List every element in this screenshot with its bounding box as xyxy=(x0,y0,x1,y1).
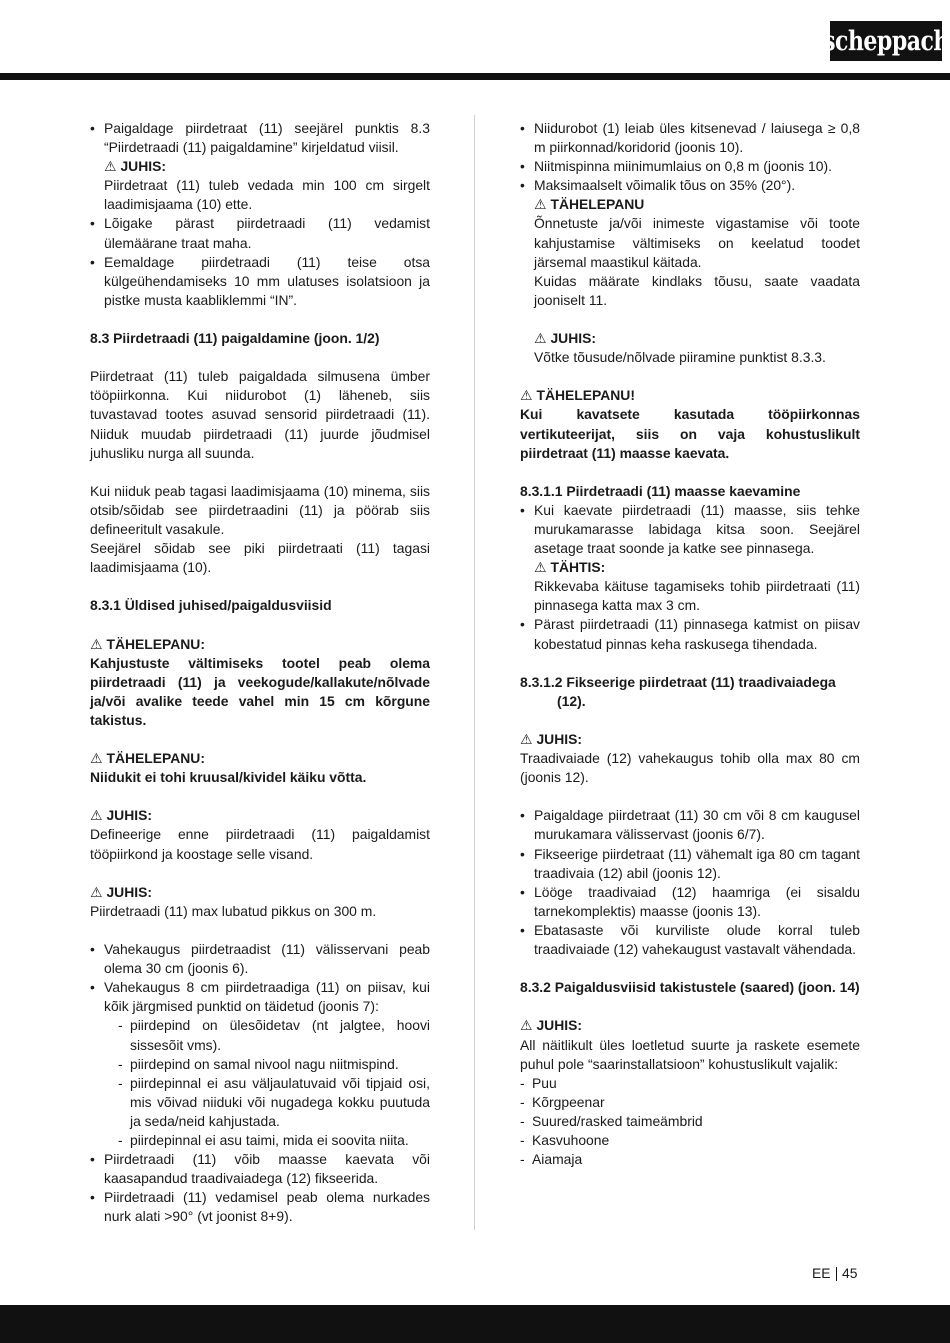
header-rule xyxy=(0,73,950,80)
warning-icon: ⚠ xyxy=(520,731,533,747)
note-title: ⚠ JUHIS: xyxy=(534,329,860,348)
note-title: ⚠ JUHIS: xyxy=(90,883,430,902)
list-item: • Piirdetraadi (11) vedamisel peab olema nurkades nurk alati >90° (vt joonist 8+9). xyxy=(90,1188,430,1226)
section-heading: 8.3.1.2 Fikseerige piirdetraat (11) traadivaiadega (12). xyxy=(520,673,836,709)
section-heading: 8.3.2 Paigaldusviisid takistustele (saared) (joon. 14) xyxy=(520,979,860,996)
separator xyxy=(836,1267,838,1281)
list-item: • Niidurobot (1) leiab üles kitsenevad / laiusega ≥ 0,8 m piirkonnad/koridorid (joonis 10). xyxy=(520,119,860,157)
dash-item: - piirdepinnal ei asu väljaulatuvaid või tipjaid osi, mis võivad niiduki või nugadega kokku puutuda ja seda/neid kahjustada. xyxy=(104,1074,430,1131)
note-text: Traadivaiade (12) vahekaugus tohib olla max 80 cm (joonis 12). xyxy=(520,750,860,786)
dash-item: - Puu xyxy=(520,1074,860,1093)
warning-title: ⚠ TÄHELEPANU! xyxy=(520,386,860,405)
page-number xyxy=(812,1264,857,1283)
warning-icon: ⚠ xyxy=(520,1017,533,1034)
list-item xyxy=(90,119,430,214)
list-item: • Eemaldage piirdetraadi (11) teise otsa külgeühendamiseks 10 mm ulatuses isolatsioon ja pistke musta kaabliklemmi “IN”. xyxy=(90,253,430,310)
column-divider xyxy=(474,115,475,1230)
left-bullets-bottom xyxy=(90,940,430,1016)
footer-bar xyxy=(0,1305,950,1343)
paragraph: Seejärel sõidab see piki piirdetraati (11) tagasi laadimisjaama (10). xyxy=(90,540,430,576)
right-column xyxy=(520,119,860,1169)
warning-text: Kui kavatsete kasutada tööpiirkonnas vertikuteerijat, siis on vaja kohustuslikult piirdetraat (11) maasse kaevata. xyxy=(520,406,860,461)
list-item: • Vahekaugus piirdetraadist (11) välisservani peab olema 30 cm (joonis 6). xyxy=(90,940,430,978)
list-item: • Fikseerige piirdetraat (11) vähemalt iga 80 cm tagant traadivaia (12) abil (joonis 12). xyxy=(520,845,860,883)
warning-icon: ⚠ xyxy=(534,330,547,347)
section-heading: 8.3.1 Üldised juhised/paigaldusviisid xyxy=(90,597,332,614)
warning-title: ⚠ TÄHELEPANU: xyxy=(90,749,430,768)
note-text: Piirdetraadi (11) max lubatud pikkus on 300 m. xyxy=(90,902,377,919)
list-item-text: • Paigaldage piirdetraat (11) seejärel punktis 8.3 “Piirdetraadi (11) paigaldamine” kirjeldatud viisil. xyxy=(104,120,430,156)
list-item: • Vahekaugus 8 cm piirdetraadiga (11) on piisav, kui kõik järgmised punktid on täidetud (joonis 7): xyxy=(90,978,430,1016)
warning-icon: ⚠ xyxy=(534,196,547,213)
dash-item: - Kõrgpeenar xyxy=(520,1093,860,1112)
note-title: ⚠ JUHIS: xyxy=(104,157,430,176)
note-text: Rikkevaba käituse tagamiseks tohib piirdetraati (11) pinnasega katta max 3 cm. xyxy=(534,578,860,614)
note-title: ⚠ TÄHTIS: xyxy=(534,558,860,577)
warning-text: Kuidas määrate kindlaks tõusu, saate vaadata jooniselt 11. xyxy=(534,272,860,308)
warning-icon: ⚠ xyxy=(90,635,103,652)
note-text: All näitlikult üles loetletud suurte ja raskete esemete puhul pole “saarinstallatsioon” kohustuslikult vajalik: xyxy=(520,1036,860,1072)
warning-text: Õnnetuste ja/või inimeste vigastamise või toote kahjustamise vältimiseks on keelatud toodet järsemal maastikul käitada. xyxy=(534,215,860,270)
dash-item: - Suured/rasked taimeämbrid xyxy=(520,1112,860,1131)
warning-icon: ⚠ xyxy=(520,387,533,404)
list-item: • Ebatasaste või kurviliste olude korral tuleb traadivaiade (12) vahekaugust vastavalt vähendada. xyxy=(520,921,860,959)
right-bullets-stakes xyxy=(520,806,860,959)
note-title: ⚠ JUHIS: xyxy=(90,806,430,825)
paragraph: Piirdetraat (11) tuleb paigaldada silmusena ümber tööpiirkonna. Kui niidurobot (1) läheneb, siis tuvastavad tootes asuvad sensorid piirdetraadi (11). Niiduk muudab piirdetraadi (11) juurde jõudmisel juhusliku nurga all suunda. xyxy=(90,368,430,461)
left-bullets-top xyxy=(90,119,430,310)
note-text: Piirdetraat (11) tuleb vedada min 100 cm sirgelt laadimisjaama (10) ette. xyxy=(104,177,430,213)
brand-logo: scheppach xyxy=(830,21,942,61)
list-item: • Niitmispinna miinimumlaius on 0,8 m (joonis 10). xyxy=(520,157,860,176)
warning-title: ⚠ TÄHELEPANU xyxy=(534,195,860,214)
note-text: Defineerige enne piirdetraadi (11) paigaldamist tööpiirkond ja koostage selle visand. xyxy=(90,826,430,862)
dash-item: - Kasvuhoone xyxy=(520,1131,860,1150)
warning-text: Niidukit ei tohi kruusal/kividel käiku võtta. xyxy=(90,769,367,786)
warning-icon: ⚠ xyxy=(90,883,103,900)
right-bullets-top xyxy=(520,119,860,367)
list-item: • Lööge traadivaiad (12) haamriga (ei sisaldu tarnekomplektis) maasse (joonis 13). xyxy=(520,883,860,921)
warning-icon: ⚠ xyxy=(534,559,547,576)
dash-list xyxy=(104,1016,430,1150)
dash-item: - piirdepind on samal nivool nagu niitmispind. xyxy=(104,1055,430,1074)
list-item: • Paigaldage piirdetraat (11) 30 cm või 8 cm kaugusel murukamara välisservast (joonis 6/7). xyxy=(520,806,860,844)
warning-title: ⚠ TÄHELEPANU: xyxy=(90,635,430,654)
paragraph: Kui niiduk peab tagasi laadimisjaama (10) minema, siis otsib/sõidab see piirdetraadini (11) ja pöörab siis defineeritult vasakule. xyxy=(90,482,430,537)
left-bullets-end xyxy=(90,1150,430,1226)
language-code: EE xyxy=(812,1265,831,1281)
warning-icon: ⚠ xyxy=(104,158,117,175)
dash-item: - Aiamaja xyxy=(520,1150,860,1169)
warning-icon: ⚠ xyxy=(90,807,103,824)
list-item: • Piirdetraadi (11) võib maasse kaevata või kaasapandud traadivaiadega (12) fikseerida. xyxy=(90,1150,430,1188)
obstacle-list xyxy=(520,1074,860,1169)
dash-item: - piirdepind on ülesõidetav (nt jalgtee, hoovi sissesõit vms). xyxy=(104,1016,430,1054)
note-title: ⚠ JUHIS: xyxy=(520,730,860,749)
dash-item: - piirdepinnal ei asu taimi, mida ei soovita niita. xyxy=(104,1131,430,1150)
warning-icon: ⚠ xyxy=(90,750,103,767)
section-heading: 8.3 Piirdetraadi (11) paigaldamine (joon. 1/2) xyxy=(90,330,380,347)
left-column xyxy=(90,119,430,1226)
list-item: • Lõigake pärast piirdetraadi (11) vedamist ülemäärane traat maha. xyxy=(90,214,430,252)
note-title: ⚠ JUHIS: xyxy=(520,1016,860,1035)
list-item: • Kui kaevate piirdetraadi (11) maasse, siis tehke murukamarasse labidaga kitsa soon. Seejärel asetage traat soonde ja katke see pinnasega. ⚠ TÄHTIS: Rikkevaba käituse tagamiseks tohib piirdetraati (11) pinnasega katta max 3 cm. xyxy=(520,501,860,616)
right-bullets-dig xyxy=(520,501,860,654)
list-item: • Maksimaalselt võimalik tõus on 35% (20°). ⚠ TÄHELEPANU Õnnetuste ja/või inimeste vigastamise või toote kahjustamise vältimiseks on keelatud toodet järsemal maastikul käitada. Kuidas määrate kindlaks tõusu, saate vaadata jooniselt 11. ⚠ JUHIS: Võtke tõusude/nõlvade piiramine punktist 8.3.3. xyxy=(520,176,860,367)
section-heading: 8.3.1.1 Piirdetraadi (11) maasse kaevamine xyxy=(520,482,801,499)
note-text: Võtke tõusude/nõlvade piiramine punktist 8.3.3. xyxy=(534,349,826,366)
warning-text: Kahjustuste vältimiseks tootel peab olema piirdetraadi (11) ja veekogude/kallakute/nõlvade ja/või avalike teede vahel min 15 cm kõrgune takistus. xyxy=(90,654,430,728)
page-number-value: 45 xyxy=(842,1265,858,1281)
list-item: • Pärast piirdetraadi (11) pinnasega katmist on piisav kobestatud pinnas keha raskusega tihendada. xyxy=(520,615,860,653)
